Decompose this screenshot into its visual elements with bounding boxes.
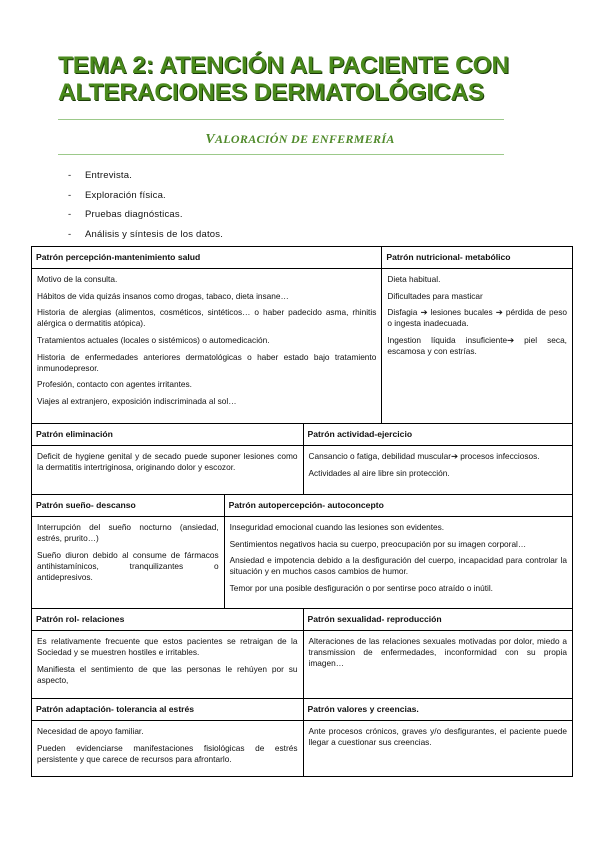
pattern-title: Patrón valores y creencias.	[304, 699, 573, 721]
pattern-cell-nutricional: Patrón nutricional- metabólico Dieta habitual. Dificultades para masticar Disfagia ➔ lesiones bucales ➔ pérdida de peso o ingesta inadecuada. Ingestion líquida insuficiente➔ piel seca, escamosa y con estrías.	[382, 247, 572, 423]
pattern-title: Patrón rol- relaciones	[32, 609, 303, 631]
pattern-cell-sexualidad: Patrón sexualidad- reproducción Alteraciones de las relaciones sexuales motivadas por dolor, miedo a transmission de enfermedades, inconformidad con su propia imagen…	[304, 609, 573, 698]
pattern-cell-valores: Patrón valores y creencias. Ante procesos crónicos, graves y/o desfigurantes, el paciente puede llegar a cuestionar sus creencias.	[304, 699, 573, 776]
subtitle-rest: ALORACIÓN DE ENFERMERÍA	[215, 132, 395, 146]
table-row	[32, 247, 572, 424]
pattern-cell-sueno: Patrón sueño- descanso Interrupción del sueño nocturno (ansiedad, estrés, prurito…) Sueño diuron debido al consume de fármacos antihistamínicos, tranquilizantes o antidepresivos.	[32, 495, 225, 608]
list-item: - Análisis y síntesis de los datos.	[68, 228, 224, 240]
table-row	[32, 609, 572, 699]
list-item: - Entrevista.	[68, 170, 133, 181]
pattern-title: Patrón sexualidad- reproducción	[304, 609, 573, 631]
pattern-title: Patrón eliminación	[32, 424, 303, 446]
subtitle-divider	[58, 154, 504, 155]
table-row	[32, 424, 572, 495]
pattern-title: Patrón nutricional- metabólico	[382, 247, 572, 269]
page-title	[58, 52, 558, 106]
pattern-title: Patrón autopercepción- autoconcepto	[225, 495, 572, 517]
pattern-title: Patrón actividad-ejercicio	[304, 424, 573, 446]
title-line-2: ALTERACIONES DERMATOLÓGICAS	[58, 79, 485, 106]
pattern-cell-adaptacion: Patrón adaptación- tolerancia al estrés Necesidad de apoyo familiar. Pueden evidenciarse manifestaciones fisiológicas de estrés persistente y que carece de recursos para afrontarlo.	[32, 699, 304, 776]
pattern-cell-autopercepcion: Patrón autopercepción- autoconcepto Inseguridad emocional cuando las lesiones son evidentes. Sentimientos negativos hacia su cuerpo, preocupación por su imagen corporal… Ansiedad e impotencia debido a la desfiguración del cuerpo, incapacidad para controlar la situación y en muchos casos cambios de humor. Temor por una posible desfiguración o por sentirse poco atraído o inútil.	[225, 495, 572, 608]
title-line-1: TEMA 2: ATENCIÓN AL PACIENTE CON	[58, 52, 509, 79]
pattern-title: Patrón adaptación- tolerancia al estrés	[32, 699, 303, 721]
table-row	[32, 495, 572, 609]
bullet-list	[68, 169, 223, 247]
pattern-title: Patrón percepción-mantenimiento salud	[32, 247, 381, 269]
list-item: - Pruebas diagnósticas.	[68, 209, 183, 220]
section-subtitle	[0, 132, 600, 148]
patterns-table	[31, 246, 573, 777]
pattern-cell-eliminacion: Patrón eliminación Deficit de hygiene genital y de secado puede suponer lesiones como la dermatitis intertriginosa, originando dolor y escozor.	[32, 424, 304, 494]
pattern-title: Patrón sueño- descanso	[32, 495, 224, 517]
list-item: - Exploración física.	[68, 189, 166, 201]
pattern-cell-actividad: Patrón actividad-ejercicio Cansancio o fatiga, debilidad muscular➔ procesos infecciosos. Actividades al aire libre sin protección.	[304, 424, 573, 494]
subtitle-initial: V	[205, 132, 215, 147]
pattern-cell-relaciones: Patrón rol- relaciones Es relativamente frecuente que estos pacientes se retraigan de la Sociedad y se muestren hostiles e irritables. Manifiesta el sentimiento de que las personas le rehúyen por su aspecto,	[32, 609, 304, 698]
title-divider	[58, 119, 504, 120]
table-row	[32, 699, 572, 777]
pattern-cell-salud: Patrón percepción-mantenimiento salud Motivo de la consulta. Hábitos de vida quizás insanos como drogas, tabaco, dieta insane… Historia de alergias (alimentos, cosméticos, sintéticos… o haber padecido asma, rhinitis alérgica o dermatitis atópica). Tratamientos actuales (locales o sistémicos) o automedicación. Historia de enfermedades anteriores dermatológicas o haber estado bajo tratamiento inmunodepresor. Profesión, contacto con agentes irritantes. Viajes al extranjero, exposición indiscriminada al sol…	[32, 247, 382, 423]
